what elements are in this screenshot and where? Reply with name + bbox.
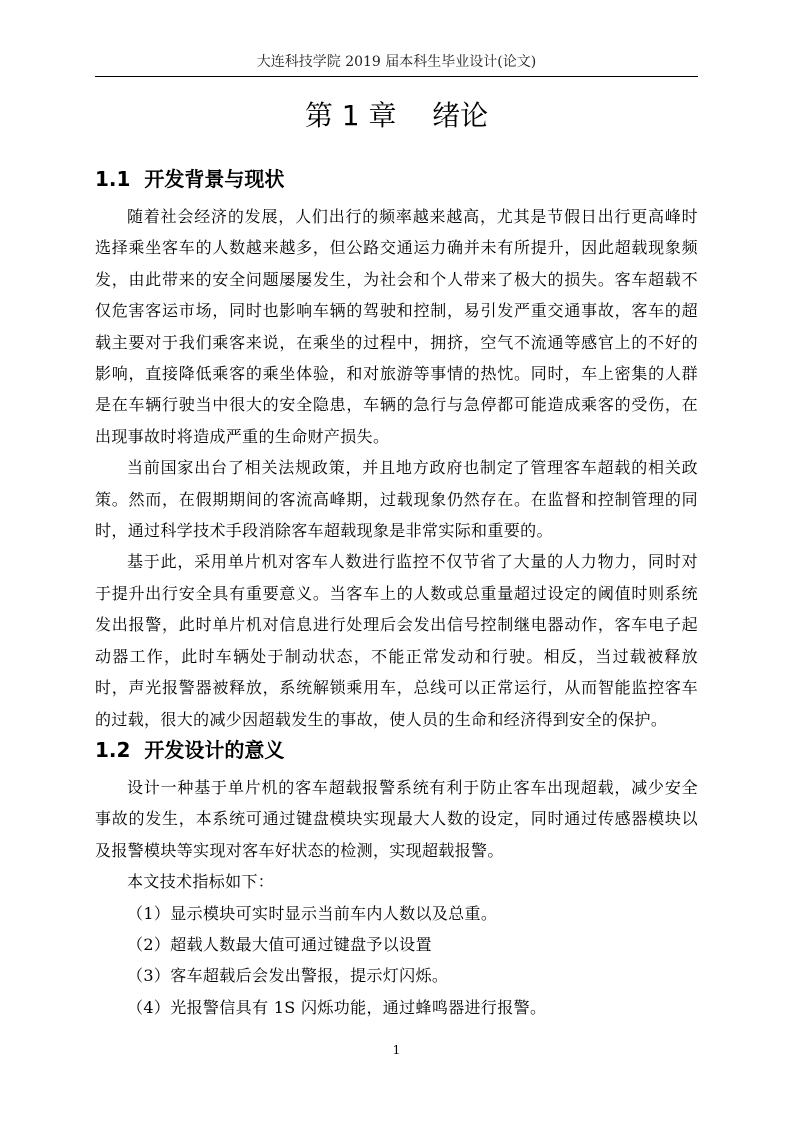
list-item: （2）超载人数最大值可通过键盘予以设置 [127,935,432,955]
paragraph: 设计一种基于单片机的客车超载报警系统有利于防止客车出现超载，减少安全事故的发生，本系统可通过键盘模块实现最大人数的设定，同时通过传感器模块以及报警模块等实现对客车好状态的检测，实现超载报警。 [95,778,698,860]
paragraph: 本文技术指标如下： [127,872,275,892]
paragraph: 基于此，采用单片机对客车人数进行监控不仅节省了大量的人力物力，同时对于提升出行安全具有重要意义。当客车上的人数或总重量超过设定的阈值时则系统发出报警，此时单片机对信息进行处理后会发出信号控制继电器动作，客车电子起动器工作，此时车辆处于制动状态，不能正常发动和行驶。相反，当过载被释放时，声光报警器被释放，系统解锁乘用车，总线可以正常运行，从而智能监控客车的过载，很大的减少因超载发生的事故，使人员的生命和经济得到安全的保护。 [95,552,698,729]
chapter-title: 第 1 章 绪论 [304,99,489,132]
section-body-1-1 [95,201,698,735]
list-item: （3）客车超载后会发出警报，提示灯闪烁。 [127,966,449,986]
paragraph: 随着社会经济的发展，人们出行的频率越来越高，尤其是节假日出行更高峰时选择乘坐客车的人数越来越多，但公路交通运力确并未有所提升，因此超载现象频发，由此带来的安全问题屡屡发生，为社会和个人带来了极大的损失。客车超载不仅危害客运市场，同时也影响车辆的驾驶和控制，易引发严重交通事故，客车的超载主要对于我们乘客来说，在乘坐的过程中，拥挤，空气不流通等感官上的不好的影响，直接降低乘客的乘坐体验，和对旅游等事情的热忱。同时，车上密集的人群是在车辆行驶当中很大的安全隐患，车辆的急行与急停都可能造成乘客的受伤，在出现事故时将造成严重的生命财产损失。 [95,207,698,446]
paragraph: 当前国家出台了相关法规政策，并且地方政府也制定了管理客车超载的相关政策。然而，在假期期间的客流高峰期，过载现象仍然存在。在监督和控制管理的同时，通过科学技术手段消除客车超载现象是非常实际和重要的。 [95,458,698,541]
list-item: （1）显示模块可实时显示当前车内人数以及总重。 [127,903,498,923]
section-heading-1-2: 1.2 开发设计的意义 [95,738,285,762]
header-rule [95,76,698,77]
running-header: 大连科技学院 2019 届本科生毕业设计(论文) [256,54,537,70]
page-number: 1 [392,1043,401,1057]
section-body-1-2 [95,772,698,1023]
section-heading-1-1: 1.1 开发背景与现状 [95,167,285,191]
list-item: （4）光报警信具有 1S 闪烁功能，通过蜂鸣器进行报警。 [127,997,547,1017]
